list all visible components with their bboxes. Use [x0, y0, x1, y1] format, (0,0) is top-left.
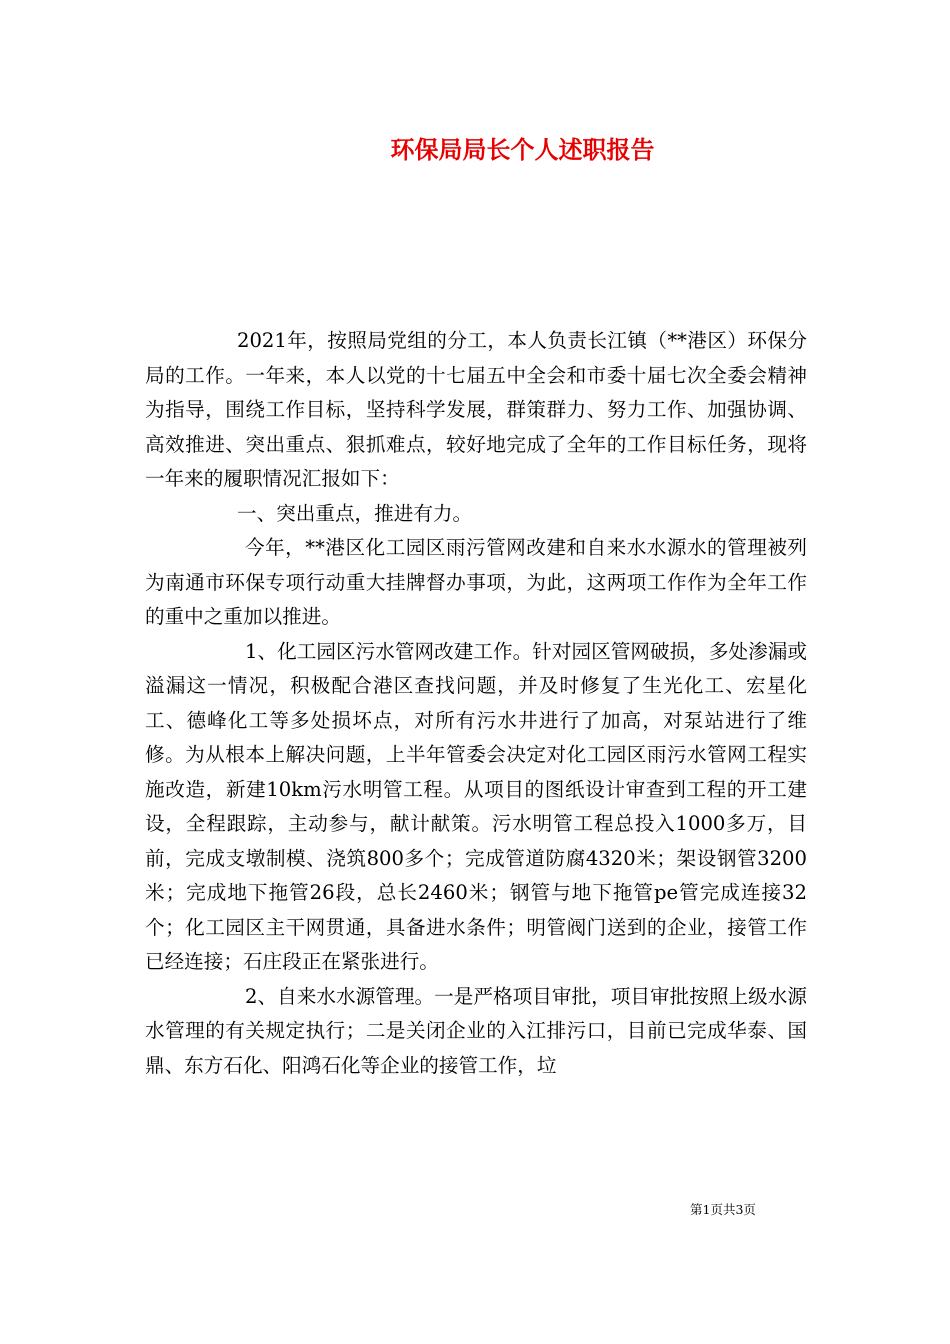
paragraph-item-2: 2、自来水水源管理。一是严格项目审批，项目审批按照上级水源水管理的有关规定执行；二是关闭企业的入江排污口，目前已完成华泰、国鼎、东方石化、阳鸿石化等企业的接管工作，垃	[145, 984, 807, 1077]
document-body	[145, 324, 807, 1083]
page-number: 第1页共3页	[690, 1202, 756, 1217]
paragraph-intro: 2021年，按照局党组的分工，本人负责长江镇（**港区）环保分局的工作。一年来，本人以党的十七届五中全会和市委十届七次全委会精神为指导，围绕工作目标，坚持科学发展，群策群力、努力工作、加强协调、高效推进、突出重点、狠抓难点，较好地完成了全年的工作目标任务，现将一年来的履职情况汇报如下：	[145, 329, 807, 490]
paragraph-item-1: 1、化工园区污水管网改建工作。针对园区管网破损，多处渗漏或溢漏这一情况，积极配合港区查找问题，并及时修复了生光化工、宏星化工、德峰化工等多处损坏点，对所有污水井进行了加高，对泵站进行了维修。为从根本上解决问题，上半年管委会决定对化工园区雨污水管网工程实施改造，新建10km污水明管工程。从项目的图纸设计审查到工程的开工建设，全程跟踪，主动参与，献计献策。污水明管工程总投入1000多万，目前，完成支墩制模、浇筑800多个；完成管道防腐4320米；架设钢管3200米；完成地下拖管26段，总长2460米；钢管与地下拖管pe管完成连接32个；化工园区主干网贯通，具备进水条件；明管阀门送到的企业，接管工作已经连接；石庄段正在紧张进行。	[145, 639, 807, 973]
paragraph-overview: 今年，**港区化工园区雨污管网改建和自来水水源水的管理被列为南通市环保专项行动重大挂牌督办事项，为此，这两项工作作为全年工作的重中之重加以推进。	[145, 536, 807, 628]
document-title: 环保局局长个人述职报告	[390, 135, 655, 164]
section-heading-1: 一、突出重点，推进有力。	[237, 501, 473, 525]
